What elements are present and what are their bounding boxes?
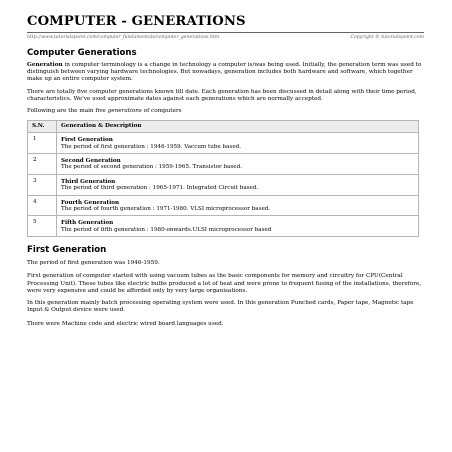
intro-term: Generation [27, 62, 63, 68]
header-meta [27, 34, 424, 41]
generations-list-intro [27, 108, 424, 115]
list-intro-post: of computers [141, 108, 182, 115]
table-row [28, 195, 419, 216]
row-sn: 1 [28, 133, 57, 154]
row-description [57, 133, 419, 154]
row-description [57, 154, 419, 175]
generation-name: Third Generation [61, 178, 116, 185]
row-sn: 4 [28, 195, 57, 216]
first-gen-os-paragraph: In this generation mainly batch processing operating system were used. In this generation Punched cards, Paper tape, Magnetic tape Input & Output device were used. [27, 300, 414, 314]
first-gen-components-paragraph: First generation of computer started with using vacuum tubes as the basic components for memory and circuitry for CPU(Central Processing Unit). These tubes like electric bulbs produced a lot of heat and were prone to frequent fusing of the installations, therefore, were very expensive and could be afforded only by very large organisations. [27, 273, 422, 294]
generations-table [27, 120, 419, 237]
section-heading-computer-generations: Computer Generations [27, 48, 137, 58]
table-row [28, 174, 419, 195]
generation-name: Fourth Generation [61, 199, 120, 206]
generation-period: The period of fourth generation : 1971-1980. VLSI microprocessor based. [61, 206, 271, 213]
generation-period: The period of first generation : 1946-1959. Vaccum tube based. [61, 143, 241, 150]
table-row [28, 154, 419, 175]
generation-period: The period of third generation : 1965-1971. Integrated Circuit based. [61, 185, 259, 192]
row-sn: 3 [28, 174, 57, 195]
section-heading-first-generation: First Generation [27, 245, 107, 256]
list-intro-em: generations [107, 108, 142, 115]
intro-paragraph [27, 62, 424, 84]
header-divider [27, 32, 424, 33]
table-row [28, 133, 419, 154]
generation-name: Second Generation [61, 158, 121, 165]
list-intro-pre: Following are the main five [27, 108, 108, 115]
first-gen-languages-paragraph: There were Machine code and electric wired board languages used. [27, 320, 224, 327]
intro-text: in computer terminology is a change in technology a computer is/was being used. Initially, the generation term was used to distinguish between varying hardware technologies. But nowadays, generation includes both hardware and software, which together make up an entire computer system. [27, 62, 422, 83]
column-header-sn: S.N. [28, 121, 57, 133]
row-description [57, 216, 419, 237]
page-title: COMPUTER - GENERATIONS [27, 14, 246, 29]
row-sn: 5 [28, 216, 57, 237]
column-header-description: Generation & Description [57, 121, 419, 133]
generation-period: The period of second generation : 1959-1965. Transistor based. [61, 164, 242, 171]
row-description [57, 195, 419, 216]
generation-name: Fifth Generation [61, 220, 114, 227]
row-description [57, 174, 419, 195]
source-url: http://www.tutorialspoint.com/computer_fundamentals/computer_generations.htm [27, 35, 220, 40]
row-sn: 2 [28, 154, 57, 175]
table-row [28, 216, 419, 237]
generation-name: First Generation [61, 137, 113, 144]
generation-period: The period of fifth generation : 1980-onwards.ULSI microprocessor based [61, 226, 272, 233]
table-header-row [28, 121, 419, 133]
first-gen-period-paragraph: The period of first generation was 1946-1959. [27, 260, 160, 267]
generations-overview-paragraph: There are totally five computer generations known till date. Each generation has been discussed in detail along with their time period, characteristics. We've used approximate dates against each generations which are normally accepted. [27, 88, 417, 102]
copyright-notice: Copyright © tutorialspoint.com [350, 35, 424, 40]
